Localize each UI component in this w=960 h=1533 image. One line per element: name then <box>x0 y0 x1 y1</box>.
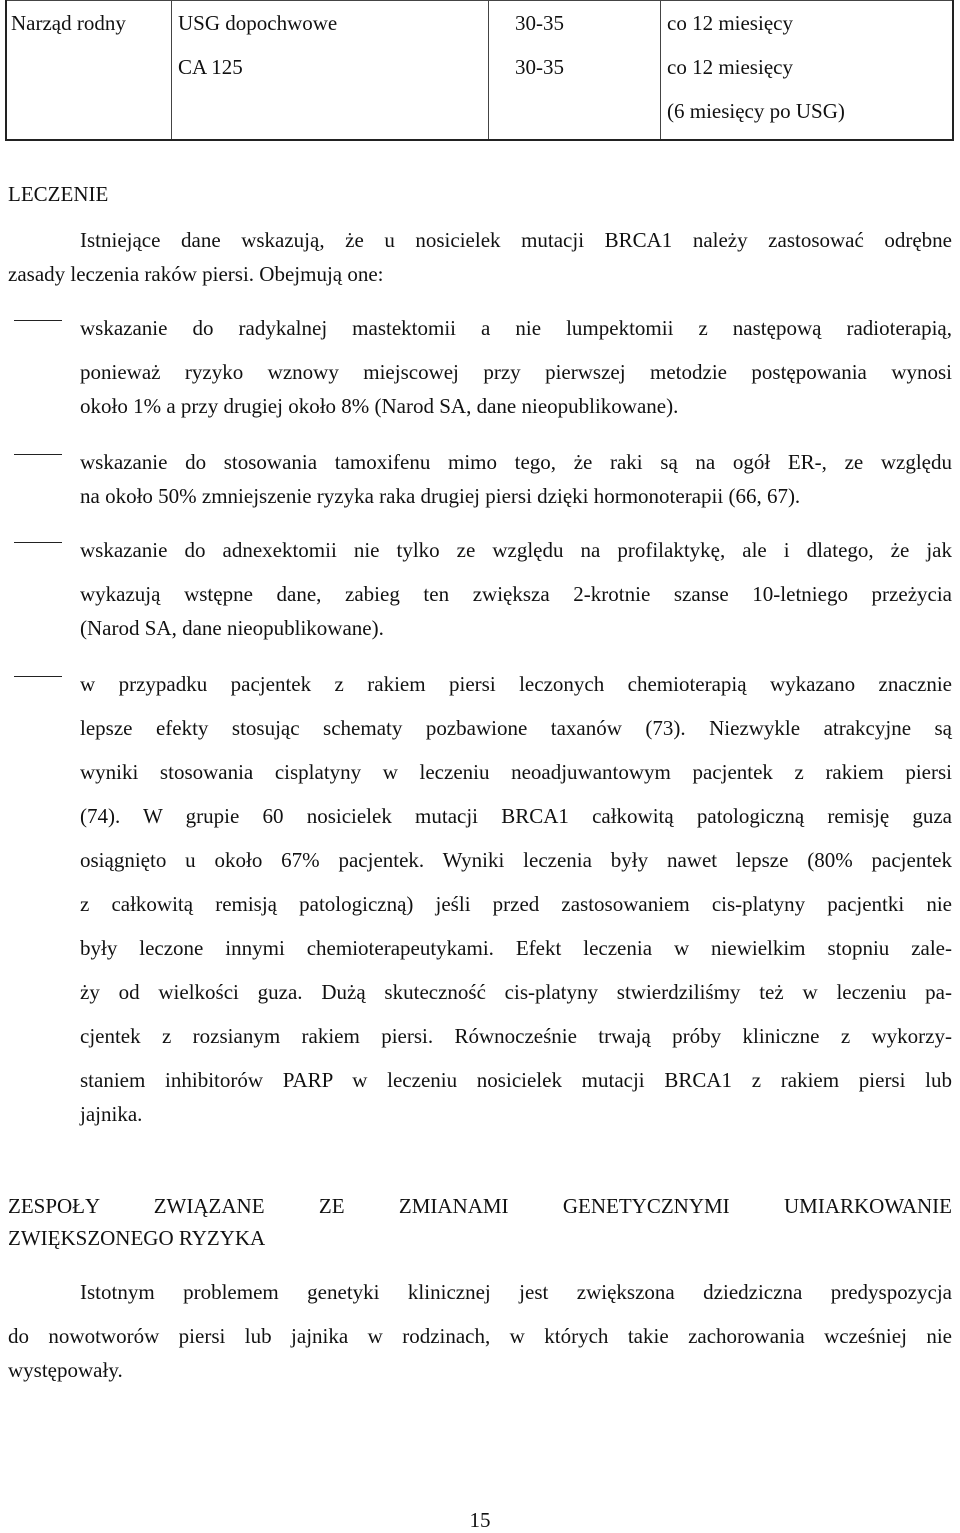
table-cell-age: 30-35 <box>489 45 661 140</box>
paragraph-line: Istotnym problemem genetyki klinicznej jest zwiększona dziedziczna predyspozycja <box>80 1280 952 1304</box>
table-cell-age: 30-35 <box>489 1 661 46</box>
bullet-dash <box>14 454 62 455</box>
table-row <box>6 1 953 46</box>
bullet-line: na około 50% zmniejszenie ryzyka raka drugiej piersi dzięki hormonoterapii (66, 67). <box>80 484 801 508</box>
bullet-line: z całkowitą remisją patologiczną) jeśli przed zastosowaniem cis-platyny pacjentki nie <box>80 892 952 916</box>
table-cell-interval <box>661 45 954 140</box>
section-heading-syndromes: ZESPOŁY ZWIĄZANE ZE ZMIANAMI GENETYCZNYMI UMIARKOWANIE <box>8 1194 952 1218</box>
interval-note: (6 miesięcy po USG) <box>667 99 845 123</box>
table-cell-interval <box>661 1 954 46</box>
bullet-line: były leczone innymi chemioterapeutykami. Efekt leczenia w niewielkim stopniu zale- <box>80 936 952 960</box>
table-cell-organ <box>6 45 172 140</box>
bullet-line: wyniki stosowania cisplatyny w leczeniu neoadjuwantowym pacjentek z rakiem piersi <box>80 760 952 784</box>
bullet-line: wskazanie do radykalnej mastektomii a nie lumpektomii z następową radioterapią, <box>80 316 952 340</box>
bullet-line: (74). W grupie 60 nosicielek mutacji BRCA1 całkowitą patologiczną remisję guza <box>80 804 952 828</box>
section-heading-treatment: LECZENIE <box>8 182 109 206</box>
table-cell-organ: Narząd rodny <box>6 1 172 46</box>
bullet-line: jajnika. <box>80 1102 143 1126</box>
table-cell-test: CA 125 <box>172 45 489 140</box>
screening-table <box>5 0 954 141</box>
bullet-line: około 1% a przy drugiej około 8% (Narod SA, dane nieopublikowane). <box>80 394 679 418</box>
bullet-line: osiągnięto u około 67% pacjentek. Wyniki leczenia były nawet lepsze (80% pacjentek <box>80 848 952 872</box>
page-number: 15 <box>469 1508 491 1532</box>
paragraph-line: występowały. <box>8 1358 123 1382</box>
bullet-line: lepsze efekty stosując schematy pozbawione taxanów (73). Niezwykle atrakcyjne są <box>80 716 952 740</box>
intro-line: Istniejące dane wskazują, że u nosicielek mutacji BRCA1 należy zastosować odrębne <box>80 228 952 252</box>
bullet-line: wskazanie do stosowania tamoxifenu mimo tego, że raki są na ogół ER-, ze względu <box>80 450 952 474</box>
bullet-dash <box>14 320 62 321</box>
intro-line: zasady leczenia raków piersi. Obejmują one: <box>8 262 384 286</box>
bullet-line: cjentek z rozsianym rakiem piersi. Równocześnie trwają próby kliniczne z wykorzy- <box>80 1024 952 1048</box>
bullet-line: wykazują wstępne dane, zabieg ten zwiększa 2-krotnie szanse 10-letniego przeżycia <box>80 582 952 606</box>
bullet-line: wskazanie do adnexektomii nie tylko ze względu na profilaktykę, ale i dlatego, że jak <box>80 538 952 562</box>
table-row <box>6 45 953 140</box>
bullet-line: ponieważ ryzyko wznowy miejscowej przy pierwszej metodzie postępowania wynosi <box>80 360 952 384</box>
paragraph-line: do nowotworów piersi lub jajnika w rodzinach, w których takie zachorowania wcześniej nie <box>8 1324 952 1348</box>
bullet-line: staniem inhibitorów PARP w leczeniu nosicielek mutacji BRCA1 z rakiem piersi lub <box>80 1068 952 1092</box>
interval-text: co 12 miesięcy <box>667 55 793 79</box>
table-cell-test: USG dopochwowe <box>172 1 489 46</box>
bullet-line: w przypadku pacjentek z rakiem piersi leczonych chemioterapią wykazano znacznie <box>80 672 952 696</box>
bullet-line: ży od wielkości guza. Dużą skuteczność cis-platyny stwierdziliśmy też w leczeniu pa- <box>80 980 952 1004</box>
section-heading-syndromes-cont: ZWIĘKSZONEGO RYZYKA <box>8 1226 266 1250</box>
bullet-dash <box>14 676 62 677</box>
interval-text: co 12 miesięcy <box>667 11 793 35</box>
bullet-line: (Narod SA, dane nieopublikowane). <box>80 616 384 640</box>
bullet-dash <box>14 542 62 543</box>
